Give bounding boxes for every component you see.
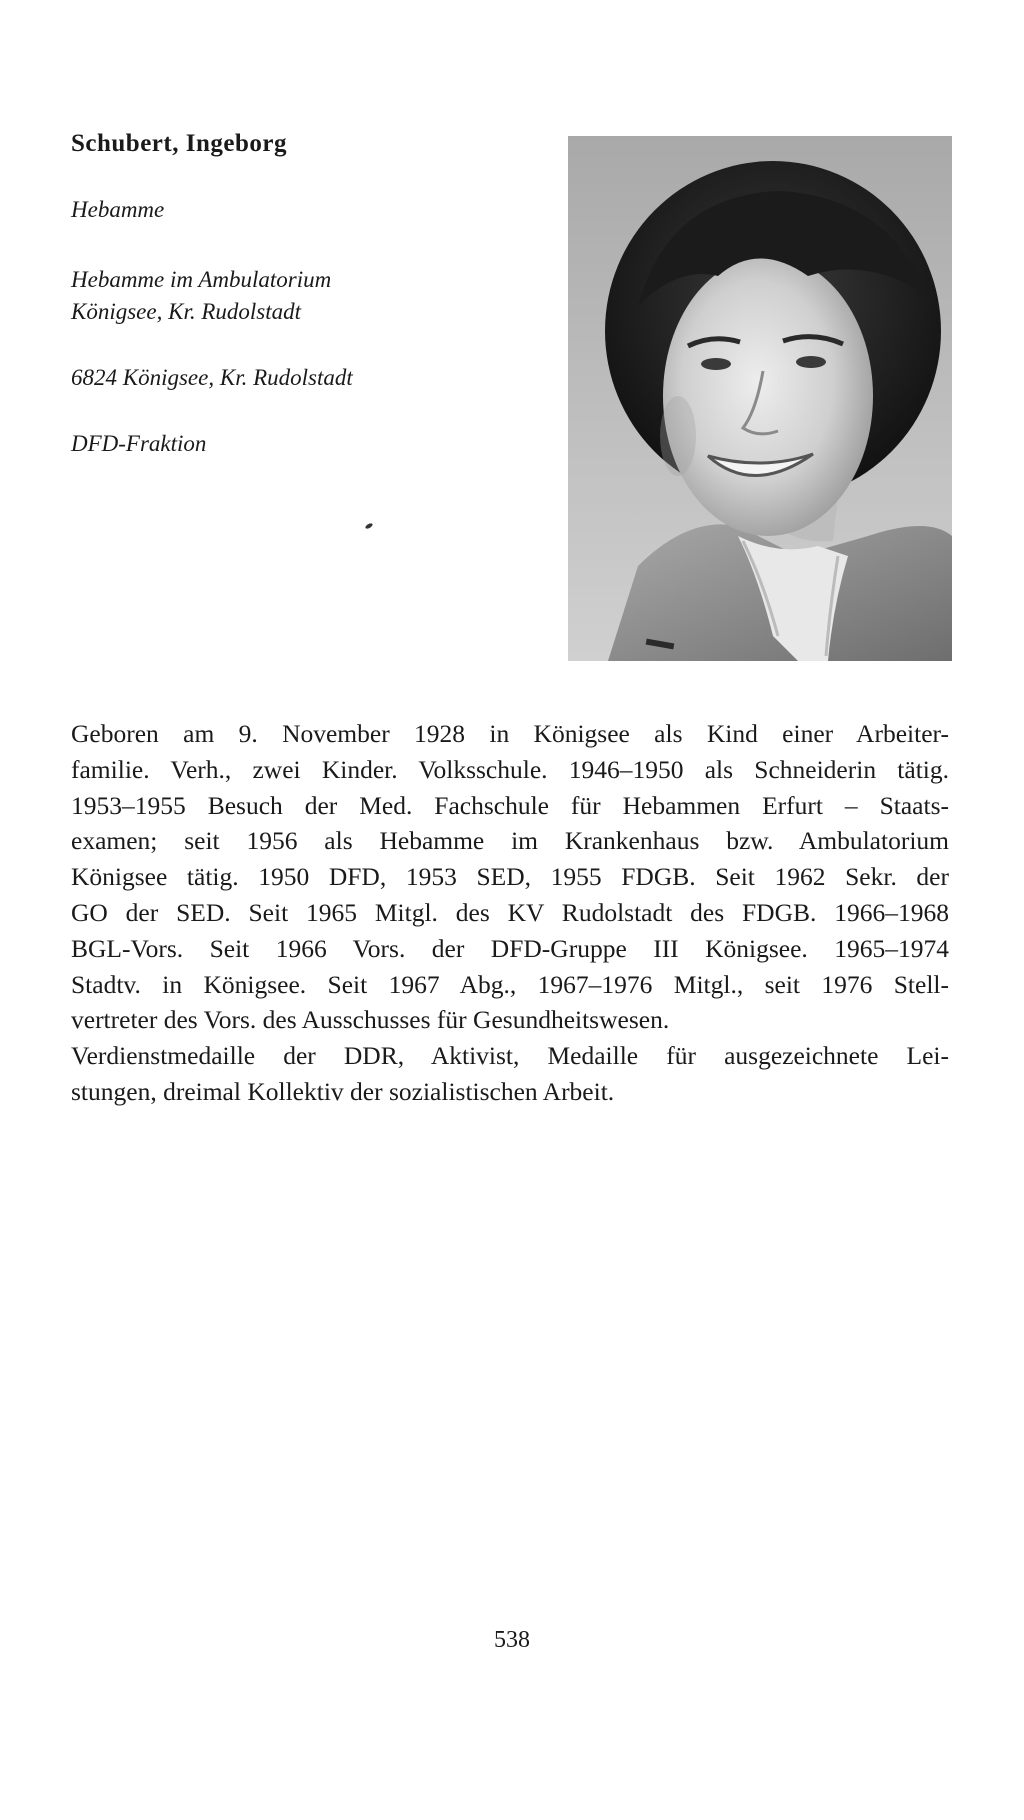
- biography: [71, 716, 949, 1110]
- faction: DFD-Fraktion: [71, 431, 207, 456]
- biography-line-5: Königsee tätig. 1950 DFD, 1953 SED, 1955 FDGB. Seit 1962 Sekr. der: [71, 862, 949, 892]
- print-speck: [365, 522, 374, 529]
- biography-line-1: Geboren am 9. November 1928 in Königsee als Kind einer Arbeiter-: [71, 719, 949, 748]
- portrait-photo: [568, 136, 952, 661]
- biography-line-6: GO der SED. Seit 1965 Mitgl. des KV Rudolstadt des FDGB. 1966–1968: [71, 897, 949, 927]
- page-number: 538: [494, 1627, 530, 1653]
- biography-line-4: examen; seit 1956 als Hebamme im Krankenhaus bzw. Ambulatorium: [71, 826, 949, 856]
- position-line-2: Königsee, Kr. Rudolstadt: [71, 299, 302, 324]
- biography-line-3: 1953–1955 Besuch der Med. Fachschule für Hebammen Erfurt – Staats-: [71, 790, 949, 820]
- biography-line-9: vertreter des Vors. des Ausschusses für Gesundheitswesen.: [71, 1005, 670, 1035]
- biography-line-8: Stadtv. in Königsee. Seit 1967 Abg., 1967–1976 Mitgl., seit 1976 Stell-: [71, 969, 949, 999]
- position-line-1: Hebamme im Ambulatorium: [71, 267, 332, 292]
- person-name: Schubert, Ingeborg: [71, 130, 287, 157]
- biography-line-2: familie. Verh., zwei Kinder. Volksschule. 1946–1950 als Schneiderin tätig.: [71, 754, 949, 784]
- biography-line-10: Verdienstmedaille der DDR, Aktivist, Medaille für ausgezeichnete Lei-: [71, 1041, 949, 1071]
- biography-line-7: BGL-Vors. Seit 1966 Vors. der DFD-Gruppe III Königsee. 1965–1974: [71, 933, 949, 963]
- address: 6824 Königsee, Kr. Rudolstadt: [71, 365, 353, 390]
- biography-line-11: stungen, dreimal Kollektiv der sozialistischen Arbeit.: [71, 1076, 615, 1106]
- profession: Hebamme: [71, 197, 165, 222]
